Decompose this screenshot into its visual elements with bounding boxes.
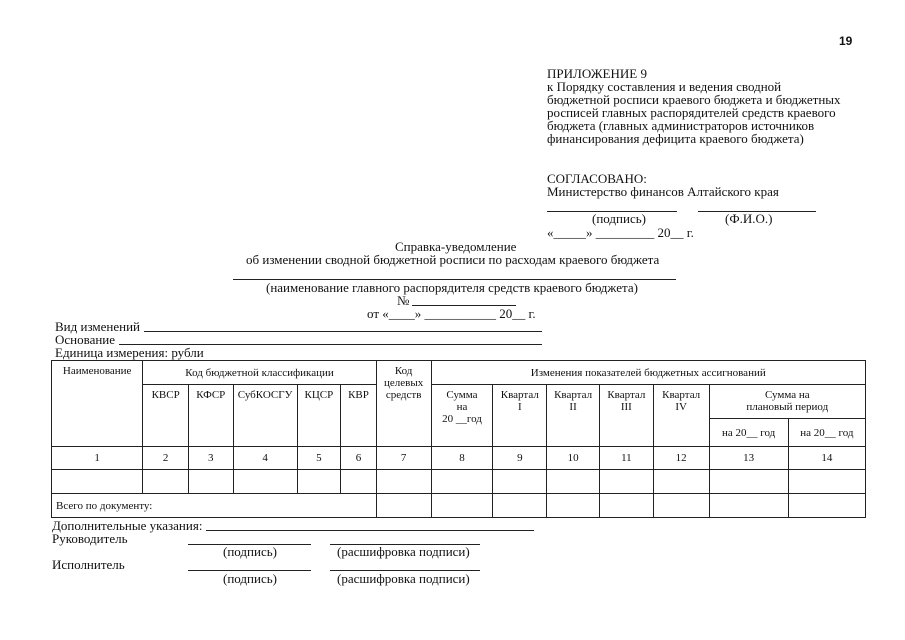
header-kvr: КВР	[341, 385, 377, 447]
total-row	[52, 494, 866, 518]
executor-decode-caption: (расшифровка подписи)	[337, 571, 470, 586]
total-label: Всего по документу:	[52, 494, 377, 518]
appendix-line-1: к Порядку составления и ведения сводной	[547, 79, 782, 94]
header-classification: Код бюджетной классификации	[143, 361, 376, 385]
org-caption: (наименование главного распорядителя средств краевого бюджета)	[266, 280, 638, 295]
header-planned-period: Сумма на плановый период	[709, 385, 865, 419]
appendix-title: ПРИЛОЖЕНИЕ 9	[547, 66, 647, 81]
approval-title: СОГЛАСОВАНО:	[547, 171, 647, 186]
change-type-line	[144, 331, 542, 332]
unit-label: Единица измерения: рубли	[55, 345, 204, 360]
header-changes: Изменения показателей бюджетных ассигнований	[431, 361, 865, 385]
header-quarter-1: Квартал I	[493, 385, 547, 447]
number-label: №	[397, 293, 410, 308]
budget-changes-table	[51, 360, 866, 518]
change-type-label: Вид изменений	[55, 319, 140, 334]
header-year-1: на 20__ год	[709, 419, 788, 447]
page-number: 19	[839, 34, 853, 48]
header-sum-year: Сумма на 20 __год	[431, 385, 493, 447]
approval-name-caption: (Ф.И.О.)	[725, 211, 773, 226]
header-name: Наименование	[52, 361, 143, 447]
executor-signature-caption: (подпись)	[223, 571, 277, 586]
header-subkosgu: СубКОСГУ	[233, 385, 297, 447]
appendix-line-5: финансирования дефицита краевого бюджета)	[547, 131, 804, 146]
document-subtitle: об изменении сводной бюджетной росписи по расходам краевого бюджета	[246, 252, 660, 267]
additional-instructions-label: Дополнительные указания:	[52, 518, 203, 533]
head-label: Руководитель	[52, 531, 128, 546]
head-signature-caption: (подпись)	[223, 544, 277, 559]
basis-label: Основание	[55, 332, 116, 347]
column-numbers-row: 1 2 3 4 5 6 7 8 9 10 11 12 13 14	[52, 447, 866, 470]
approval-ministry: Министерство финансов Алтайского края	[547, 184, 779, 199]
header-year-2: на 20__ год	[788, 419, 865, 447]
additional-instructions-line	[206, 530, 534, 531]
header-target-code: Код целевых средств	[376, 361, 431, 447]
head-decode-caption: (расшифровка подписи)	[337, 544, 470, 559]
approval-date-line: «_____» _________ 20__ г.	[547, 225, 694, 240]
table-row	[52, 470, 866, 494]
executor-label: Исполнитель	[52, 557, 125, 572]
appendix-line-3: росписей главных распорядителей средств краевого	[547, 105, 836, 120]
approval-signature-caption: (подпись)	[592, 211, 646, 226]
date-from: от «____» ___________ 20__ г.	[367, 306, 536, 321]
header-quarter-2: Квартал II	[547, 385, 600, 447]
header-quarter-3: Квартал III	[599, 385, 653, 447]
document-title: Справка-уведомление	[395, 239, 517, 254]
header-kcsr: КЦСР	[297, 385, 341, 447]
header-kfsr: КФСР	[188, 385, 233, 447]
header-kvsr: КВСР	[143, 385, 189, 447]
appendix-line-4: бюджета (главных администраторов источников	[547, 118, 815, 133]
appendix-line-2: бюджетной росписи краевого бюджета и бюджетных	[547, 92, 841, 107]
header-quarter-4: Квартал IV	[653, 385, 709, 447]
